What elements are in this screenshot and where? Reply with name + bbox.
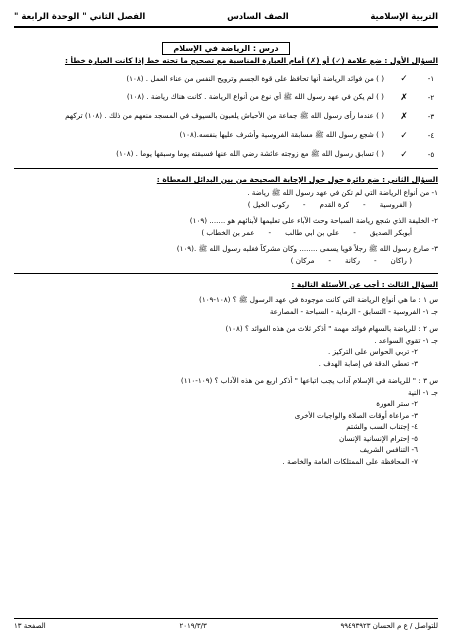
q1-item: ٤- ✓ ( ) شجع رسول الله ﷺ مسابقة الفروسية وأشرف عليها بنفسه.(١٠٨) [179, 130, 435, 141]
check-mark-icon: ✓ [400, 73, 408, 84]
q1-item: ١- ✓ ( ) من فوائد الرياضة أنها تحافظ على قوة الجسم وترويح النفس من عناء العمل . (١٠٨) [126, 73, 435, 84]
q2-item: ٣- صارع رسول الله ﷺ رجلاً قويا يسمى ........ وكان مشركاً فغلبه رسول الله ﷺ .(١٠٩) ( راكان - ركانة - مركان ) [176, 244, 438, 265]
header-divider [14, 26, 438, 28]
section-divider [14, 168, 438, 169]
q2-item: ٢- الخليفة الذي شجع رياضة السباحة وحث الآباء على تعليمها لأبنائهم هو ....... (١٠٩) أبوبكر الصديق - علي بن ابي طالب - عمر بن الخطاب ) [189, 216, 438, 237]
cross-mark-icon: ✗ [400, 92, 408, 103]
page-header [14, 10, 438, 24]
q1-title: السؤال الأول : ضع علامة (✓) أو (✗) أمام العبارة المناسبة مع تصحيح ما تحته خط إذا كانت العبارة خطأ : [64, 56, 438, 65]
footer-date: ٢٠١٩/٣/٣ [179, 622, 207, 630]
check-mark-icon: ✓ [400, 149, 408, 160]
q2-item: ١- من أنواع الرياضة التي لم تكن في عهد رسول الله ﷺ رياضة . ( الفروسية - كرة القدم - ركوب الخيل ) [247, 188, 438, 209]
contact-info: للتواصل / ع م الحسان ٩٩٤٩٣٩٢٣ [340, 622, 438, 630]
q3-title: السؤال الثالث : أجب عن الأسئلة التالية : [291, 280, 438, 289]
q3-item: س ٣ : " للرياضة في الإسلام آداب يجب اتباعها " أذكر اربع من هذه الآداب ؟ (١٠٩-١١٠) جـ ١- النية ٢- ستر العورة ٣- مراعاة أوقات الصلاة والواجبات الأخرى ٤- إجتناب السب والشتم ٥- إحترام الإنسانية الإنسان ٦- التنافس الشريف ٧- المحافظة على الممتلكات العامة والخاصة . [180, 376, 438, 466]
page-footer [14, 618, 438, 630]
cross-mark-icon: ✗ [400, 111, 408, 122]
lesson-box [14, 36, 438, 53]
q3-item: س ١ : ما هي أنواع الرياضة التي كانت موجودة في عهد الرسول ﷺ ؟ (١٠٨-١٠٩) جـ ١- الفروسية - التسابق - الرماية - السباحة - المصارعة [199, 295, 438, 316]
check-mark-icon: ✓ [400, 130, 408, 141]
worksheet-page [14, 10, 438, 630]
term-unit-title: الفصل الثاني " الوحدة الرابعة " [14, 12, 146, 22]
q1-item: ٥- ✓ ( ) تسابق رسول الله ﷺ مع زوجته عائشة رضي الله عنها فسبقته يوما وسبقها يوما . (١٠٨) [116, 149, 435, 160]
page-number: الصفحة ١٣ [14, 622, 46, 630]
q1-list [14, 69, 438, 164]
section-divider [14, 273, 438, 274]
q1-item: ٣- ✗ ( ) عندما رأى رسول الله ﷺ جماعة من الأحباش يلعبون بالسيوف في المسجد منعهم من ذلك . (١٠٨) تركهم [65, 111, 435, 122]
subject-title: التربية الإسلامية [370, 12, 438, 22]
lesson-title: درس : الرياضة في الإسلام [162, 42, 289, 55]
grade-title: الصف السادس [227, 12, 289, 22]
q2-title: السؤال الثاني : ضع دائرة حول حول الإجابة الصحيحة من بين البدائل المعطاة : [156, 175, 438, 184]
q1-item: ٢- ✗ ( ) لم يكن في عهد رسول الله ﷺ أي نوع من أنواع الرياضة . كانت هناك رياضة . (١٠٨) [126, 92, 435, 103]
q3-item: س ٢ : للرياضة بالسهام فوائد مهمة " أذكر ثلاث من هذه الفوائد ؟ (١٠٨) جـ ١- تقوي السواعد . ٢- تربي الحواس على التركيز . ٣- تعطي الدقة في إصابة الهدف . [225, 324, 438, 368]
